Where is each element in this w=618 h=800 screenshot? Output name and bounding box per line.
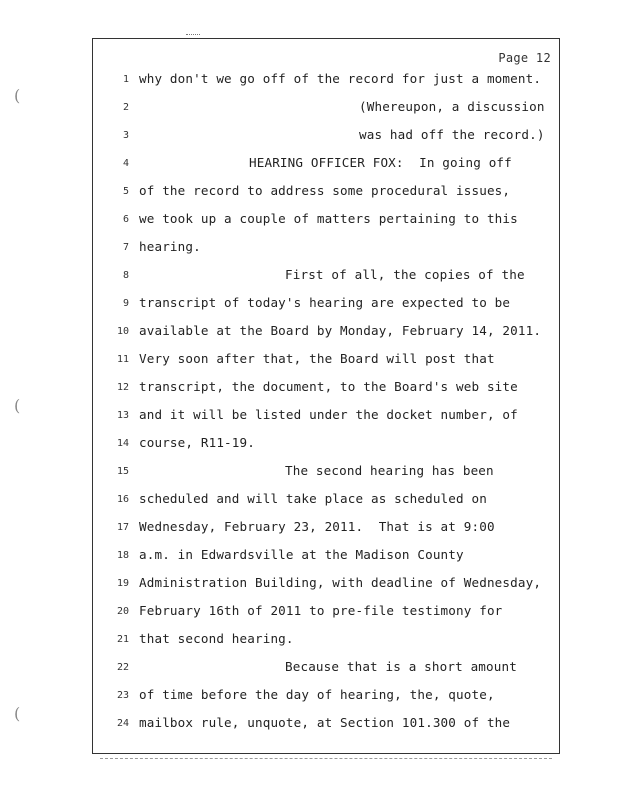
- line-number: 11: [116, 354, 129, 365]
- margin-hole-mark-top: (: [14, 86, 21, 105]
- transcript-line: [93, 123, 559, 151]
- transcript-line: [93, 487, 559, 515]
- line-number: 7: [122, 242, 129, 253]
- transcript-line: [93, 571, 559, 599]
- margin-hole-mark-bottom: (: [14, 704, 21, 723]
- line-number: 10: [116, 326, 129, 337]
- line-number: 13: [116, 410, 129, 421]
- line-number: 2: [122, 102, 129, 113]
- transcript-line: [93, 599, 559, 627]
- line-number: 19: [116, 578, 129, 589]
- transcript-line: [93, 543, 559, 571]
- line-number: 20: [116, 606, 129, 617]
- line-text: course, R11-19.: [139, 435, 255, 450]
- line-text: Because that is a short amount: [285, 659, 517, 674]
- transcript-line: [93, 627, 559, 655]
- line-text: transcript of today's hearing are expected to be: [139, 295, 511, 310]
- line-text: Administration Building, with deadline of Wednesday,: [139, 575, 542, 590]
- line-text: Wednesday, February 23, 2011. That is at 9:00: [139, 519, 495, 534]
- transcript-line: [93, 375, 559, 403]
- line-number: 1: [122, 74, 129, 85]
- line-number: 22: [116, 662, 129, 673]
- line-text: of time before the day of hearing, the, quote,: [139, 687, 495, 702]
- line-text: available at the Board by Monday, February 14, 2011.: [139, 323, 542, 338]
- transcript-page: [92, 38, 560, 754]
- line-text: mailbox rule, unquote, at Section 101.300 of the: [139, 715, 511, 730]
- transcript-line: [93, 179, 559, 207]
- transcript-line: [93, 459, 559, 487]
- transcript-line: [93, 235, 559, 263]
- line-text: hearing.: [139, 239, 201, 254]
- line-number: 3: [122, 130, 129, 141]
- line-number: 9: [122, 298, 129, 309]
- transcript-line: [93, 347, 559, 375]
- line-number: 5: [122, 186, 129, 197]
- page-number: Page 12: [498, 51, 551, 65]
- transcript-line: [93, 655, 559, 683]
- transcript-line: [93, 207, 559, 235]
- margin-hole-mark-middle: (: [14, 396, 21, 415]
- bottom-rule: [100, 758, 552, 761]
- transcript-line: [93, 431, 559, 459]
- transcript-line: [93, 95, 559, 123]
- line-number: 16: [116, 494, 129, 505]
- line-number: 17: [116, 522, 129, 533]
- line-number: 15: [116, 466, 129, 477]
- line-number: 14: [116, 438, 129, 449]
- line-number: 21: [116, 634, 129, 645]
- transcript-line: [93, 263, 559, 291]
- line-text: February 16th of 2011 to pre-file testimony for: [139, 603, 503, 618]
- transcript-line: [93, 515, 559, 543]
- transcript-line: [93, 711, 559, 739]
- line-text: First of all, the copies of the: [285, 267, 525, 282]
- line-text: The second hearing has been: [285, 463, 494, 478]
- line-text: why don't we go off of the record for just a moment.: [139, 71, 542, 86]
- line-text: scheduled and will take place as scheduled on: [139, 491, 487, 506]
- line-number: 24: [116, 718, 129, 729]
- transcript-line: [93, 291, 559, 319]
- line-text: that second hearing.: [139, 631, 294, 646]
- line-text: (Whereupon, a discussion: [359, 99, 545, 114]
- line-text: of the record to address some procedural issues,: [139, 183, 511, 198]
- line-number: 6: [122, 214, 129, 225]
- transcript-line: [93, 403, 559, 431]
- line-number: 4: [122, 158, 129, 169]
- line-text: Very soon after that, the Board will post that: [139, 351, 495, 366]
- line-text: a.m. in Edwardsville at the Madison County: [139, 547, 464, 562]
- transcript-line: [93, 319, 559, 347]
- transcript-line: [93, 67, 559, 95]
- line-number: 8: [122, 270, 129, 281]
- transcript-line: [93, 151, 559, 179]
- line-number: 12: [116, 382, 129, 393]
- line-number: 23: [116, 690, 129, 701]
- transcript-line: [93, 683, 559, 711]
- line-text: was had off the record.): [359, 127, 545, 142]
- line-text: and it will be listed under the docket number, of: [139, 407, 518, 422]
- line-text: transcript, the document, to the Board's web site: [139, 379, 518, 394]
- line-number: 18: [116, 550, 129, 561]
- line-text: we took up a couple of matters pertaining to this: [139, 211, 518, 226]
- line-text: HEARING OFFICER FOX: In going off: [249, 155, 512, 170]
